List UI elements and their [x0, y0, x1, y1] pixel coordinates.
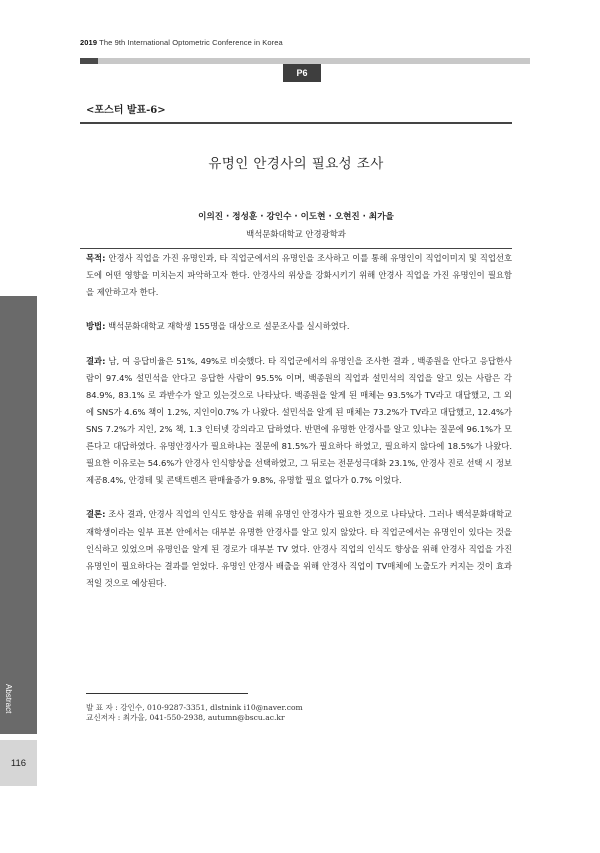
- paper-title: 유명인 안경사의 필요성 조사: [208, 156, 384, 172]
- conclusion-paragraph: [86, 506, 512, 591]
- method-paragraph: [86, 318, 512, 335]
- footnote-divider: [86, 693, 248, 694]
- abstract-body: [86, 250, 512, 609]
- affiliation: 백석문화대학교 안경광학과: [246, 229, 346, 239]
- title-block: [80, 122, 512, 250]
- header-rule-accent: [80, 58, 98, 64]
- corresponding-contact: 교신저자 : 최가을, 041-550-2938, autumn@bscu.ac.kr: [86, 713, 285, 723]
- presenter-contact: 발 표 자 : 강인수, 010-9287-3351, dlstnink i10@naver.com: [86, 703, 303, 712]
- side-section-label: Abstract: [4, 684, 13, 714]
- conclusion-text: 조사 결과, 안경사 직업의 인식도 향상을 위해 유명인 안경사가 필요한 것으로 나타났다. 그러나 백석문화대학교 재학생이라는 일부 표본 안에서는 대부분 유명한 안경사를 알고 있지 않았다. 타 직업군에서는 유명인이 있다는 것을 인식하고 있었으며 유명인을 알게 된 경로가 대부분 TV 였다. 안경사 직업의 인식도 향상을 위해 안경사 직업을 가진 유명인이 필요하다는 결과를 얻었다. 유명인 안경사 배출을 위해 안경사 직업이 TV매체에 노출도가 커지는 것이 효과적일 것으로 예상된다.: [86, 509, 512, 588]
- conference-header: [80, 38, 283, 47]
- conference-year: 2019: [80, 38, 98, 47]
- side-section-tab: [0, 296, 37, 734]
- conclusion-label: 결론:: [86, 509, 106, 520]
- author-list: 이의진 · 정성훈 · 강인수 · 이도현 · 오현진 · 최가을: [198, 212, 394, 222]
- method-label: 방법:: [86, 321, 106, 332]
- method-text: 백석문화대학교 재학생 155명을 대상으로 설문조사를 실시하였다.: [105, 321, 350, 332]
- footnote: [86, 703, 303, 724]
- purpose-paragraph: [86, 250, 512, 301]
- result-text: 남, 여 응답비율은 51%, 49%로 비슷했다. 타 직업군에서의 유명인을 조사한 결과 , 백종원을 안다고 응답한사람이 97.4% 설민석을 안다고 응답한 사람이 95.5% 이며, 백종원의 직업과 설민석의 직업을 알고 있는 사람은 각 84.9%, 83.1% 로 과반수가 알고 있는것으로 나타났다. 백종원을 알게 된 매체는 93.5%가 TV라고 대답했고, 그 외에 SNS가 4.6% 책이 1.2%, 지인이0.7% 가 나왔다. 설민석을 알게 된 매체는 73.2%가 TV라고 대답했고, 12.4%가 SNS 7.2%가 지인, 2% 책, 1.3 인터넷 강의라고 답하였다. 반면에 유명한 안경사를 알고 있냐는 질문에 96.1%가 모른다고 대답하였다. 유명안경사가 필요하냐는 질문에 81.5%가 필요하다 하였고, 필요하지 않다에 18.5%가 나왔다. 필요한 이유로는 54.6%가 안경사 인식향상을 선택하였고, 그 뒤로는 전문성극대화 23.1%, 안경사 진로 선택 시 정보제공8.4%, 안경테 및 콘택트렌즈 판매율증가 9.8%, 유명할 필요 없다가 0.7% 이었다.: [86, 355, 512, 486]
- poster-number-badge: P6: [283, 64, 321, 82]
- result-label: 결과:: [86, 355, 106, 366]
- title-divider: [80, 248, 512, 249]
- purpose-text: 안경사 직업을 가진 유명인과, 타 직업군에서의 유명인을 조사하고 이를 통해 유명인이 직업이미지 및 직업선호도에 어떤 영향을 미치는지 파악하고자 한다. 안경사의 위상을 강화시키기 위해 안경사 직업을 가진 유명인이 필요함을 제안하고자 한다.: [86, 253, 512, 298]
- page-number: 116: [0, 740, 37, 786]
- result-paragraph: [86, 353, 512, 490]
- purpose-label: 목적:: [86, 253, 106, 263]
- poster-session-label: <포스터 발표-6>: [86, 105, 166, 116]
- conference-name: The 9th International Optometric Conference in Korea: [99, 38, 283, 47]
